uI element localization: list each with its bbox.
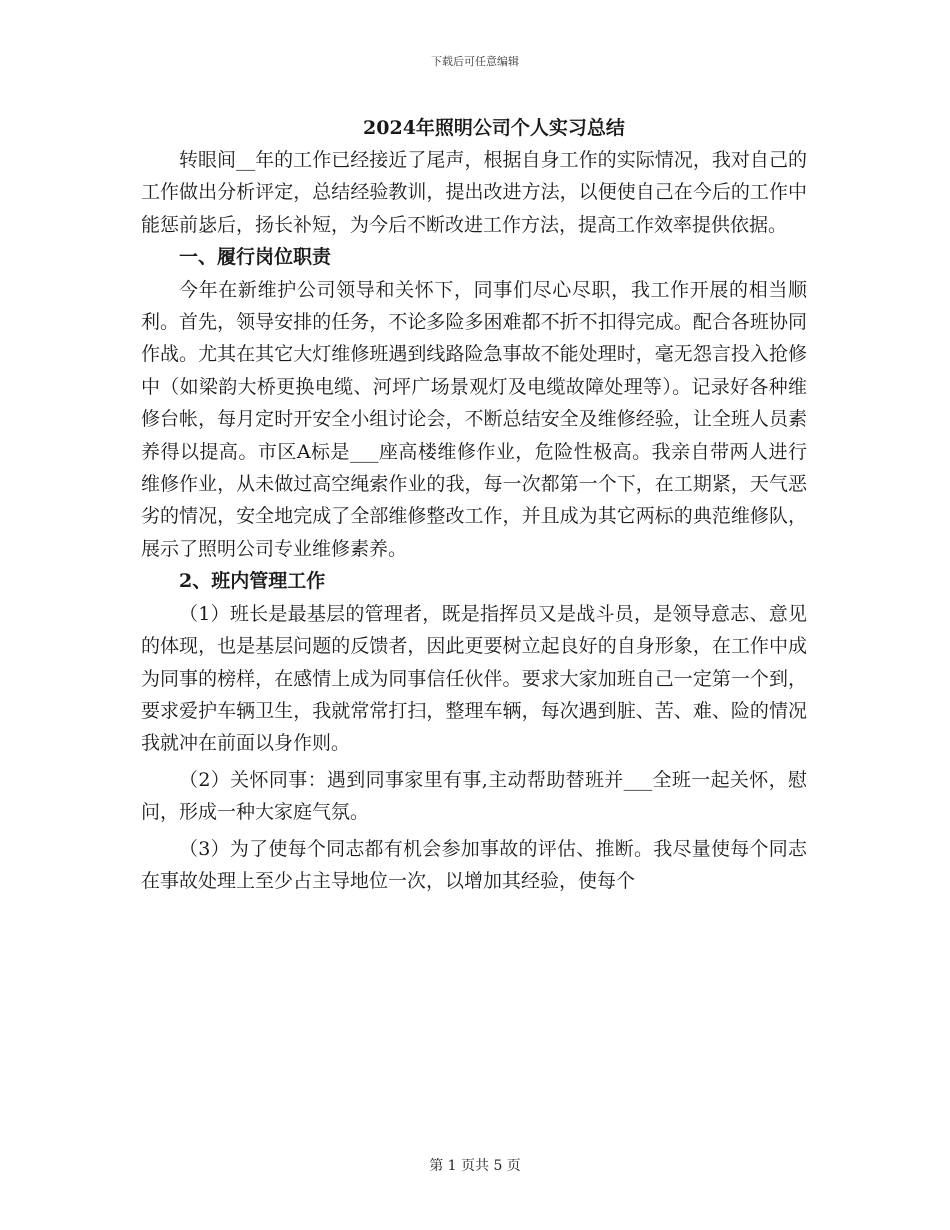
page-header-note: 下载后可任意编辑: [431, 55, 519, 68]
section2-heading: 2、班内管理工作: [179, 570, 326, 593]
section2-item-3: （3）为了使每个同志都有机会参加事故的评估、推断。我尽量使每个同志在事故处理上至少占主导地位一次，以增加其经验，使每个: [141, 837, 807, 892]
section2-item-2: （2）关怀同事：遇到同事家里有事,主动帮助替班并___全班一起关怀，慰问，形成一种大家庭气氛。: [141, 768, 807, 824]
section1-heading: 一、履行岗位职责: [179, 246, 332, 269]
section1-paragraph: 今年在新维护公司领导和关怀下，同事们尽心尽职，我工作开展的相当顺利。首先，领导安排的任务，不论多险多困难都不折不扣得完成。配合各班协同作战。尤其在其它大灯维修班遇到线路险急事故不能处理时，毫无怨言投入抢修中（如梁韵大桥更换电缆、河坪广场景观灯及电缆故障处理等）。记录好各种维修台帐，每月定时开安全小组讨论会，不断总结安全及维修经验，让全班人员素养得以提高。市区A标是___座高楼维修作业，危险性极高。我亲自带两人进行维修作业，从未做过高空绳索作业的我，每一次都第一个下，在工期紧，天气恶劣的情况，安全地完成了全部维修整改工作，并且成为其它两标的典范维修队，展示了照明公司专业维修素养。: [141, 278, 807, 560]
page-footer: 第 1 页共 5 页: [429, 1158, 521, 1174]
document-body: [141, 112, 807, 897]
section2-item-1: （1）班长是最基层的管理者，既是指挥员又是战斗员，是领导意志、意见的体现，也是基层问题的反馈者，因此更要树立起良好的自身形象，在工作中成为同事的榜样，在感情上成为同事信任伙伴。要求大家加班自己一定第一个到，要求爱护车辆卫生，我就常常打扫，整理车辆，每次遇到脏、苦、难、险的情况我就冲在前面以身作则。: [141, 602, 807, 755]
intro-paragraph: 转眼间__年的工作已经接近了尾声，根据自身工作的实际情况，我对自己的工作做出分析评定，总结经验教训，提出改进方法，以便使自己在今后的工作中能惩前毖后，扬长补短，为今后不断改进工作方法，提高工作效率提供依据。: [141, 149, 807, 236]
document-title: 2024年照明公司个人实习总结: [363, 117, 625, 139]
